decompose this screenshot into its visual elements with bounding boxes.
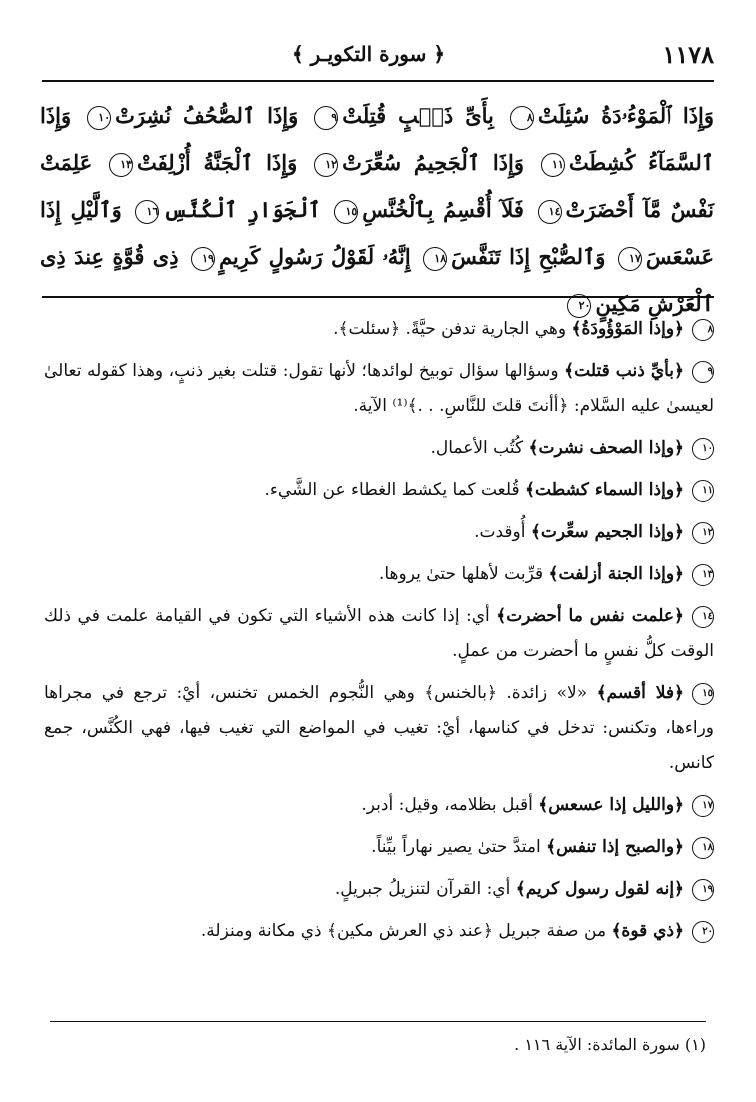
verse-number-badge: ١١ bbox=[692, 480, 714, 502]
ayah-number-marker: ١٥ bbox=[334, 200, 358, 224]
verse-term: ﴿وإذا الجحيم سعِّرت﴾ bbox=[530, 522, 684, 542]
verse-term: ﴿والصبح إذا تنفس﴾ bbox=[546, 837, 684, 857]
ayah-number-marker: ١٤ bbox=[538, 200, 562, 224]
explanation-text: قُلعت كما يكشط الغطاء عن الشَّيء. bbox=[264, 480, 520, 500]
ayah-text: وَإِذَا ٱلْمَوْءُۥدَةُ سُئِلَتْ bbox=[537, 103, 715, 128]
ayah-text: وَٱلصُّبْحِ إِذَا تَنَفَّسَ bbox=[451, 244, 606, 269]
explanation-text: أي: القرآن لتنزيلُ جبريلٍ. bbox=[334, 879, 511, 899]
ayah-number-marker: ١٢ bbox=[314, 153, 338, 177]
verse-term: ﴿ذي قوة﴾ bbox=[611, 921, 684, 941]
ayah-text: وَإِذَا ٱلسَّمَآءُ كُشِطَتْ bbox=[40, 103, 715, 175]
ayah-text: إِنَّهُۥ لَقَوْلُ رَسُولٍ كَرِيمٍ bbox=[218, 244, 411, 269]
tafsir-block bbox=[44, 312, 714, 1012]
explanation-text: أي: إذا كانت هذه الأشياء التي تكون في القيامة علمت في ذلك الوقت كلُّ نفسٍ ما أحضرت من عملٍ. bbox=[44, 606, 714, 661]
explanation-text: كُتُب الأعمال. bbox=[430, 438, 524, 458]
ayah-number-marker: ٢٠ bbox=[567, 294, 591, 318]
ayah-text: بِأَىِّ ذَنۢبٍ قُتِلَتْ bbox=[342, 103, 494, 128]
verse-term: ﴿وإذا الجنة أزلفت﴾ bbox=[548, 564, 684, 584]
verse-number-badge: ٨ bbox=[692, 319, 714, 341]
verse-term: ﴿إنه لقول رسول كريم﴾ bbox=[515, 879, 684, 899]
tafsir-entry bbox=[44, 830, 714, 865]
ayah-number-marker: ١٣ bbox=[109, 153, 133, 177]
ayah-text: عَلِمَتْ نَفْسٌ مَّآ أَحْضَرَتْ bbox=[40, 150, 715, 222]
verse-number-badge: ١٧ bbox=[692, 795, 714, 817]
verse-term: ﴿وإذا السماء كشطت﴾ bbox=[525, 480, 684, 500]
surah-title: ﴿ سورة التكويـر ﴾ bbox=[292, 42, 446, 66]
tafsir-entry bbox=[44, 788, 714, 823]
verse-number-badge: ٩ bbox=[692, 361, 714, 383]
verse-term: ﴿فلا أقسم﴾ bbox=[596, 683, 684, 703]
verse-term: ﴿وإذا الصحف نشرت﴾ bbox=[528, 438, 684, 458]
ayah-text: وَإِذَا ٱلصُّحُفُ نُشِرَتْ bbox=[115, 103, 299, 128]
ayah-text: وَإِذَا ٱلْجَنَّةُ أُزْلِفَتْ bbox=[137, 150, 298, 175]
verse-number-badge: ١٠ bbox=[692, 438, 714, 460]
tafsir-entry bbox=[44, 872, 714, 907]
explanation-text: وهي الجارية تدفن حيَّةً. ﴿سئلت﴾. bbox=[333, 319, 567, 339]
ayah-text: ذِى قُوَّةٍ عِندَ ذِى ٱلْعَرْشِ مَكِينٍ bbox=[40, 244, 714, 316]
ayah-number-marker: ١٨ bbox=[423, 247, 447, 271]
tafsir-entry bbox=[44, 431, 714, 466]
verse-number-badge: ١٨ bbox=[692, 837, 714, 859]
ayah-number-marker: ١٧ bbox=[618, 247, 642, 271]
verse-term: ﴿وإذا المَوْؤُودَةُ﴾ bbox=[571, 319, 684, 339]
tafsir-entry bbox=[44, 473, 714, 508]
ayah-number-marker: ٨ bbox=[510, 106, 534, 130]
explanation-text: قرِّبت لأهلها حتىٰ يروها. bbox=[378, 564, 544, 584]
explanation-text: أُوقدت. bbox=[474, 522, 526, 542]
tafsir-entry bbox=[44, 557, 714, 592]
explanation-text: من صفة جبريل ﴿عند ذي العرش مكين﴾ ذي مكانة ومنزلة. bbox=[200, 921, 607, 941]
tafsir-entry bbox=[44, 515, 714, 550]
section-divider bbox=[42, 296, 714, 298]
verse-number-badge: ١٣ bbox=[692, 564, 714, 586]
tafsir-entry bbox=[44, 312, 714, 347]
explanation-text: «لا» زائدة. ﴿بالخنس﴾ وهي النُّجوم الخمس تخنس، أيْ: ترجع في مجراها وراءها، وتكنس: تدخل في كناسها، أيْ: تغيب في المواضع التي تغيب فيها، فهي الكُنَّس، جمع كانس. bbox=[44, 683, 714, 773]
footnote: (١) سورة المائدة: الآية ١١٦ . bbox=[514, 1035, 706, 1054]
ayah-text: وَإِذَا ٱلْجَحِيمُ سُعِّرَتْ bbox=[342, 150, 525, 175]
verse-number-badge: ١٩ bbox=[692, 879, 714, 901]
explanation-text: امتدَّ حتىٰ يصير نهاراً بيِّناً. bbox=[371, 837, 541, 857]
ayah-number-marker: ١٩ bbox=[191, 247, 215, 271]
ayah-number-marker: ٩ bbox=[314, 106, 338, 130]
ayah-text: ٱلْجَوَارِ ٱلْكُنَّسِ bbox=[163, 197, 321, 222]
tafsir-entry bbox=[44, 599, 714, 669]
verse-term: ﴿علمت نفس ما أحضرت﴾ bbox=[496, 606, 684, 626]
header-divider bbox=[42, 80, 714, 82]
verse-number-badge: ٢٠ bbox=[692, 921, 714, 943]
explanation-text: وسؤالها سؤال توبيخ لوائدها؛ لأنها تقول: قتلت بغير ذنبٍ، وهذا كقوله تعالىٰ لعيسىٰ عليه السَّلام: ﴿أأنتَ قلتَ للنَّاسِ. . .﴾⁽¹⁾ الآية. bbox=[44, 361, 714, 416]
ayah-number-marker: ١٦ bbox=[135, 200, 159, 224]
tafsir-entry bbox=[44, 676, 714, 781]
tafsir-entry bbox=[44, 914, 714, 949]
tafsir-entry bbox=[44, 354, 714, 424]
explanation-text: أقبل بظلامه، وقيل: أدبر. bbox=[361, 795, 533, 815]
page-header bbox=[42, 34, 714, 74]
verse-number-badge: ١٤ bbox=[692, 606, 714, 628]
ayah-text: فَلَآ أُقْسِمُ بِٱلْخُنَّسِ bbox=[362, 197, 524, 222]
verse-number-badge: ١٥ bbox=[692, 683, 714, 705]
quran-text-block bbox=[40, 92, 715, 316]
ayah-number-marker: ١٠ bbox=[87, 106, 111, 130]
footnote-divider bbox=[50, 1021, 706, 1022]
verse-number-badge: ١٢ bbox=[692, 522, 714, 544]
ayah-number-marker: ١١ bbox=[541, 153, 565, 177]
verse-term: ﴿بأيِّ ذنب قتلت﴾ bbox=[564, 361, 684, 381]
verse-term: ﴿والليل إذا عسعس﴾ bbox=[538, 795, 684, 815]
page-number: ١١٧٨ bbox=[662, 39, 714, 69]
ayah-text: وَٱلَّيْلِ إِذَا عَسْعَسَ bbox=[40, 197, 715, 269]
